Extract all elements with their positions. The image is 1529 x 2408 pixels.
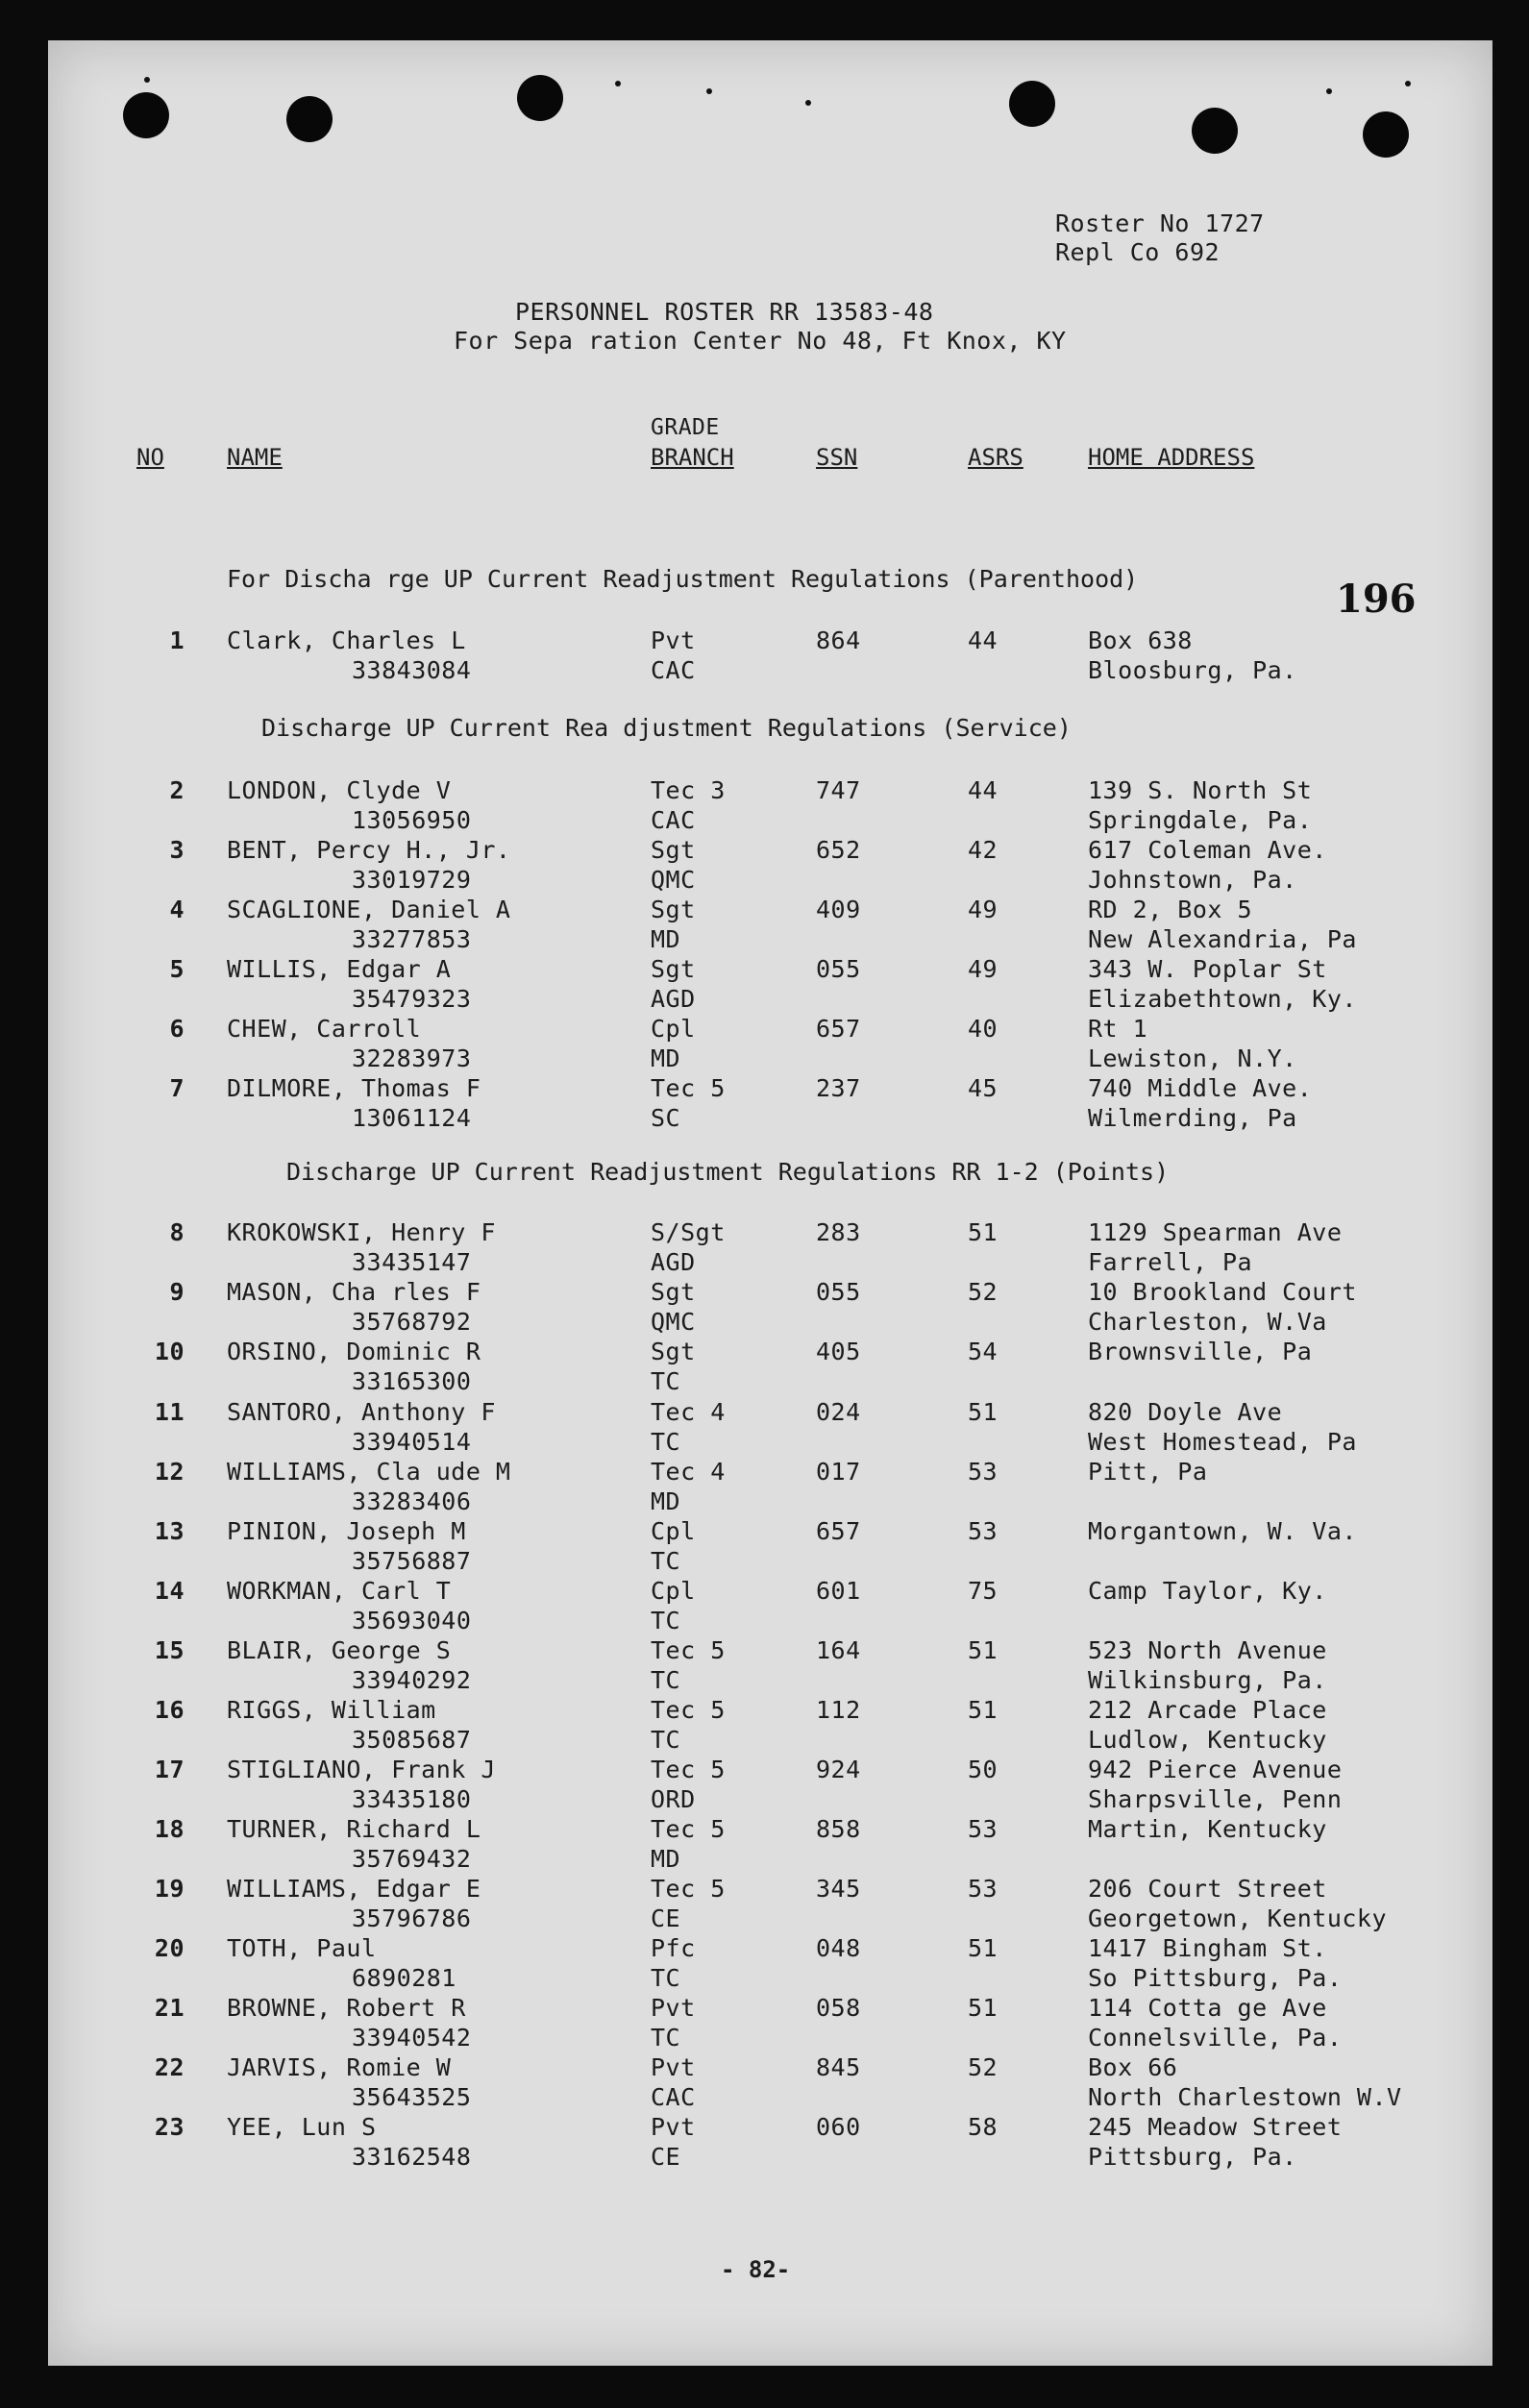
entry-serial-number: 35479323: [352, 985, 472, 1013]
column-header-grade: GRADE: [651, 415, 720, 440]
entry-name: KROKOWSKI, Henry F: [227, 1218, 496, 1246]
entry-number: 2: [169, 776, 185, 804]
entry-address-line1: 1417 Bingham St.: [1088, 1934, 1327, 1962]
roster-entry: [0, 1278, 1529, 1338]
entry-address-line2: Springdale, Pa.: [1088, 806, 1313, 834]
entry-asrs: 44: [968, 776, 999, 804]
entry-name: DILMORE, Thomas F: [227, 1074, 481, 1102]
entry-branch: MD: [651, 925, 681, 953]
entry-name: JARVIS, Romie W: [227, 2053, 452, 2081]
entry-ssn: 657: [816, 1517, 861, 1545]
page-title: PERSONNEL ROSTER RR 13583-48: [515, 298, 934, 326]
roster-entry: [0, 836, 1529, 896]
roster-entry: [0, 776, 1529, 836]
section-heading: For Discha rge UP Current Readjustment Regulations (Parenthood): [227, 565, 1139, 593]
entry-ssn: 747: [816, 776, 861, 804]
roster-entry: [0, 1398, 1529, 1458]
entry-ssn: 112: [816, 1696, 861, 1724]
entry-address-line2: Bloosburg, Pa.: [1088, 656, 1297, 684]
entry-address-line2: West Homestead, Pa: [1088, 1428, 1357, 1456]
roster-number: Roster No 1727: [1055, 209, 1265, 237]
roster-entry: [0, 1815, 1529, 1875]
roster-entry: [0, 627, 1529, 686]
roster-entry: [0, 1577, 1529, 1636]
entry-address-line1: 820 Doyle Ave: [1088, 1398, 1283, 1426]
entry-address-line1: 1129 Spearman Ave: [1088, 1218, 1343, 1246]
entry-number: 18: [154, 1815, 185, 1843]
entry-grade: Tec 3: [651, 776, 726, 804]
entry-ssn: 601: [816, 1577, 861, 1605]
ink-speck: [805, 100, 811, 106]
entry-number: 20: [154, 1934, 185, 1962]
roster-entry: [0, 1074, 1529, 1134]
entry-name: WORKMAN, Carl T: [227, 1577, 452, 1605]
entry-asrs: 58: [968, 2113, 999, 2141]
entry-asrs: 54: [968, 1338, 999, 1365]
entry-number: 12: [154, 1458, 185, 1486]
ink-speck: [615, 81, 621, 86]
entry-grade: Sgt: [651, 1278, 696, 1306]
entry-asrs: 53: [968, 1458, 999, 1486]
column-header-name: NAME: [227, 444, 283, 471]
roster-entry: [0, 1756, 1529, 1815]
entry-asrs: 40: [968, 1015, 999, 1043]
entry-name: PINION, Joseph M: [227, 1517, 466, 1545]
ink-speck: [1326, 88, 1332, 94]
entry-serial-number: 13056950: [352, 806, 472, 834]
entry-address-line1: 245 Meadow Street: [1088, 2113, 1343, 2141]
roster-entry: [0, 1517, 1529, 1577]
entry-ssn: 924: [816, 1756, 861, 1783]
entry-name: BLAIR, George S: [227, 1636, 452, 1664]
entry-grade: Sgt: [651, 896, 696, 923]
entry-asrs: 51: [968, 1994, 999, 2022]
entry-ssn: 055: [816, 1278, 861, 1306]
entry-number: 9: [169, 1278, 185, 1306]
entry-asrs: 53: [968, 1815, 999, 1843]
entry-grade: Cpl: [651, 1015, 696, 1043]
entry-number: 4: [169, 896, 185, 923]
entry-address-line1: RD 2, Box 5: [1088, 896, 1253, 923]
entry-branch: TC: [651, 2024, 681, 2052]
roster-entry: [0, 1218, 1529, 1278]
entry-grade: Tec 5: [651, 1636, 726, 1664]
entry-number: 11: [154, 1398, 185, 1426]
entry-name: LONDON, Clyde V: [227, 776, 452, 804]
entry-number: 8: [169, 1218, 185, 1246]
replacement-company: Repl Co 692: [1055, 238, 1221, 266]
entry-number: 5: [169, 955, 185, 983]
entry-number: 19: [154, 1875, 185, 1903]
entry-number: 6: [169, 1015, 185, 1043]
entry-branch: QMC: [651, 1308, 696, 1336]
column-header-no: NO: [136, 444, 164, 471]
entry-serial-number: 35693040: [352, 1607, 472, 1634]
entry-address-line2: Charleston, W.Va: [1088, 1308, 1327, 1336]
entry-serial-number: 32283973: [352, 1044, 472, 1072]
entry-serial-number: 33165300: [352, 1367, 472, 1395]
entry-name: SCAGLIONE, Daniel A: [227, 896, 511, 923]
section-heading: Discharge UP Current Rea djustment Regulations (Service): [261, 714, 1072, 742]
entry-ssn: 024: [816, 1398, 861, 1426]
page-subtitle: For Sepa ration Center No 48, Ft Knox, KY: [454, 327, 1067, 355]
entry-ssn: 657: [816, 1015, 861, 1043]
entry-grade: Sgt: [651, 836, 696, 864]
entry-name: BENT, Percy H., Jr.: [227, 836, 511, 864]
entry-branch: MD: [651, 1845, 681, 1873]
column-header-asrs: ASRS: [968, 444, 1023, 471]
ink-speck: [1405, 81, 1411, 86]
entry-branch: ORD: [651, 1785, 696, 1813]
entry-branch: TC: [651, 1607, 681, 1634]
entry-asrs: 42: [968, 836, 999, 864]
entry-number: 1: [169, 627, 185, 654]
entry-grade: Pvt: [651, 1994, 696, 2022]
entry-branch: CAC: [651, 806, 696, 834]
entry-number: 10: [154, 1338, 185, 1365]
entry-address-line1: 139 S. North St: [1088, 776, 1313, 804]
entry-branch: MD: [651, 1044, 681, 1072]
entry-number: 23: [154, 2113, 185, 2141]
roster-entry: [0, 1458, 1529, 1517]
entry-grade: Pvt: [651, 2113, 696, 2141]
entry-address-line2: Johnstown, Pa.: [1088, 866, 1297, 894]
entry-ssn: 060: [816, 2113, 861, 2141]
entry-asrs: 49: [968, 896, 999, 923]
entry-name: RIGGS, William: [227, 1696, 436, 1724]
entry-serial-number: 33940514: [352, 1428, 472, 1456]
entry-branch: CE: [651, 1904, 681, 1932]
entry-address-line2: Pittsburg, Pa.: [1088, 2143, 1297, 2171]
entry-serial-number: 35796786: [352, 1904, 472, 1932]
roster-entry: [0, 2053, 1529, 2113]
entry-branch: MD: [651, 1487, 681, 1515]
entry-branch: CE: [651, 2143, 681, 2171]
entry-branch: AGD: [651, 1248, 696, 1276]
entry-branch: AGD: [651, 985, 696, 1013]
entry-name: YEE, Lun S: [227, 2113, 377, 2141]
entry-branch: TC: [651, 1726, 681, 1754]
entry-number: 13: [154, 1517, 185, 1545]
entry-number: 7: [169, 1074, 185, 1102]
entry-address-line1: Brownsville, Pa: [1088, 1338, 1313, 1365]
entry-asrs: 52: [968, 2053, 999, 2081]
entry-grade: Pfc: [651, 1934, 696, 1962]
entry-branch: TC: [651, 1547, 681, 1575]
entry-name: ORSINO, Dominic R: [227, 1338, 481, 1365]
entry-address-line1: 212 Arcade Place: [1088, 1696, 1327, 1724]
entry-address-line2: Lewiston, N.Y.: [1088, 1044, 1297, 1072]
entry-grade: Pvt: [651, 2053, 696, 2081]
punch-hole-icon: [1363, 111, 1409, 158]
entry-serial-number: 33162548: [352, 2143, 472, 2171]
ink-speck: [706, 88, 712, 94]
entry-asrs: 45: [968, 1074, 999, 1102]
entry-address-line2: So Pittsburg, Pa.: [1088, 1964, 1343, 1992]
page-number: - 82-: [721, 2256, 791, 2283]
roster-entry: [0, 1015, 1529, 1074]
entry-serial-number: 6890281: [352, 1964, 456, 1992]
entry-address-line1: 942 Pierce Avenue: [1088, 1756, 1343, 1783]
entry-name: MASON, Cha rles F: [227, 1278, 481, 1306]
punch-hole-icon: [286, 96, 333, 142]
entry-address-line1: Camp Taylor, Ky.: [1088, 1577, 1327, 1605]
entry-asrs: 49: [968, 955, 999, 983]
roster-entry: [0, 1875, 1529, 1934]
entry-ssn: 405: [816, 1338, 861, 1365]
roster-entry: [0, 1636, 1529, 1696]
entry-ssn: 055: [816, 955, 861, 983]
entry-grade: Tec 4: [651, 1458, 726, 1486]
entry-ssn: 864: [816, 627, 861, 654]
entry-address-line1: Morgantown, W. Va.: [1088, 1517, 1357, 1545]
entry-number: 21: [154, 1994, 185, 2022]
entry-asrs: 51: [968, 1398, 999, 1426]
entry-serial-number: 33277853: [352, 925, 472, 953]
entry-address-line1: 617 Coleman Ave.: [1088, 836, 1327, 864]
entry-ssn: 858: [816, 1815, 861, 1843]
entry-grade: Tec 5: [651, 1696, 726, 1724]
entry-address-line2: New Alexandria, Pa: [1088, 925, 1357, 953]
entry-grade: S/Sgt: [651, 1218, 726, 1246]
roster-entry: [0, 896, 1529, 955]
entry-serial-number: 33843084: [352, 656, 472, 684]
entry-name: CHEW, Carroll: [227, 1015, 422, 1043]
entry-branch: QMC: [651, 866, 696, 894]
entry-name: SANTORO, Anthony F: [227, 1398, 496, 1426]
entry-ssn: 652: [816, 836, 861, 864]
column-header-ssn: SSN: [816, 444, 858, 471]
entry-number: 14: [154, 1577, 185, 1605]
entry-address-line2: Farrell, Pa: [1088, 1248, 1253, 1276]
entry-serial-number: 13061124: [352, 1104, 472, 1132]
entry-serial-number: 33283406: [352, 1487, 472, 1515]
entry-number: 17: [154, 1756, 185, 1783]
entry-ssn: 164: [816, 1636, 861, 1664]
entry-address-line1: 740 Middle Ave.: [1088, 1074, 1313, 1102]
entry-serial-number: 33019729: [352, 866, 472, 894]
entry-number: 16: [154, 1696, 185, 1724]
entry-serial-number: 33940542: [352, 2024, 472, 2052]
entry-ssn: 283: [816, 1218, 861, 1246]
roster-entry: [0, 1338, 1529, 1397]
entry-address-line1: 523 North Avenue: [1088, 1636, 1327, 1664]
entry-address-line2: Elizabethtown, Ky.: [1088, 985, 1357, 1013]
entry-address-line1: 206 Court Street: [1088, 1875, 1327, 1903]
entry-grade: Tec 4: [651, 1398, 726, 1426]
punch-hole-icon: [517, 75, 563, 121]
punch-hole-icon: [1192, 108, 1238, 154]
punch-hole-icon: [123, 92, 169, 138]
roster-entry: [0, 1994, 1529, 2053]
entry-asrs: 44: [968, 627, 999, 654]
entry-name: WILLIS, Edgar A: [227, 955, 452, 983]
entry-asrs: 51: [968, 1636, 999, 1664]
entry-ssn: 345: [816, 1875, 861, 1903]
entry-address-line1: Box 66: [1088, 2053, 1178, 2081]
roster-entry: [0, 955, 1529, 1015]
section-heading: Discharge UP Current Readjustment Regulations RR 1-2 (Points): [286, 1158, 1170, 1186]
entry-serial-number: 35756887: [352, 1547, 472, 1575]
entry-serial-number: 35769432: [352, 1845, 472, 1873]
entry-address-line1: Martin, Kentucky: [1088, 1815, 1327, 1843]
entry-asrs: 51: [968, 1218, 999, 1246]
entry-asrs: 50: [968, 1756, 999, 1783]
roster-entry: [0, 1934, 1529, 1994]
entry-address-line1: 10 Brookland Court: [1088, 1278, 1357, 1306]
entry-number: 3: [169, 836, 185, 864]
entry-address-line2: Wilkinsburg, Pa.: [1088, 1666, 1327, 1694]
entry-address-line1: Rt 1: [1088, 1015, 1148, 1043]
entry-address-line1: Box 638: [1088, 627, 1193, 654]
page-stamp-number: 196: [1336, 577, 1417, 622]
roster-entry: [0, 1696, 1529, 1756]
entry-grade: Sgt: [651, 1338, 696, 1365]
entry-address-line2: Connelsville, Pa.: [1088, 2024, 1343, 2052]
entry-grade: Tec 5: [651, 1756, 726, 1783]
roster-entry: [0, 2113, 1529, 2173]
entry-grade: Sgt: [651, 955, 696, 983]
entry-serial-number: 35085687: [352, 1726, 472, 1754]
entry-grade: Tec 5: [651, 1074, 726, 1102]
entry-address-line2: Ludlow, Kentucky: [1088, 1726, 1327, 1754]
entry-asrs: 53: [968, 1875, 999, 1903]
entry-name: BROWNE, Robert R: [227, 1994, 466, 2022]
entry-number: 22: [154, 2053, 185, 2081]
entry-branch: CAC: [651, 656, 696, 684]
entry-branch: CAC: [651, 2083, 696, 2111]
entry-name: WILLIAMS, Cla ude M: [227, 1458, 511, 1486]
entry-name: STIGLIANO, Frank J: [227, 1756, 496, 1783]
entry-branch: TC: [651, 1666, 681, 1694]
entry-name: WILLIAMS, Edgar E: [227, 1875, 481, 1903]
entry-number: 15: [154, 1636, 185, 1664]
entry-address-line2: Georgetown, Kentucky: [1088, 1904, 1388, 1932]
entry-ssn: 845: [816, 2053, 861, 2081]
entry-grade: Tec 5: [651, 1875, 726, 1903]
entry-branch: TC: [651, 1428, 681, 1456]
entry-serial-number: 33435147: [352, 1248, 472, 1276]
entry-address-line2: Sharpsville, Penn: [1088, 1785, 1343, 1813]
entry-address-line2: North Charlestown W.V: [1088, 2083, 1402, 2111]
entry-branch: SC: [651, 1104, 681, 1132]
column-header-home-address: HOME ADDRESS: [1088, 444, 1255, 471]
entry-address-line1: Pitt, Pa: [1088, 1458, 1208, 1486]
entry-branch: TC: [651, 1367, 681, 1395]
ink-speck: [144, 77, 150, 83]
entry-name: Clark, Charles L: [227, 627, 466, 654]
entry-asrs: 75: [968, 1577, 999, 1605]
entry-asrs: 51: [968, 1696, 999, 1724]
entry-serial-number: 33940292: [352, 1666, 472, 1694]
entry-ssn: 237: [816, 1074, 861, 1102]
entry-address-line1: 343 W. Poplar St: [1088, 955, 1327, 983]
entry-serial-number: 35768792: [352, 1308, 472, 1336]
entry-grade: Pvt: [651, 627, 696, 654]
entry-ssn: 048: [816, 1934, 861, 1962]
entry-address-line1: 114 Cotta ge Ave: [1088, 1994, 1327, 2022]
entry-grade: Cpl: [651, 1517, 696, 1545]
column-header-branch: BRANCH: [651, 444, 734, 471]
entry-name: TURNER, Richard L: [227, 1815, 481, 1843]
entry-ssn: 017: [816, 1458, 861, 1486]
entry-serial-number: 33435180: [352, 1785, 472, 1813]
entry-name: TOTH, Paul: [227, 1934, 377, 1962]
entry-grade: Cpl: [651, 1577, 696, 1605]
entry-serial-number: 35643525: [352, 2083, 472, 2111]
entry-ssn: 058: [816, 1994, 861, 2022]
entry-asrs: 52: [968, 1278, 999, 1306]
entry-branch: TC: [651, 1964, 681, 1992]
entry-grade: Tec 5: [651, 1815, 726, 1843]
entry-asrs: 51: [968, 1934, 999, 1962]
entry-asrs: 53: [968, 1517, 999, 1545]
punch-hole-icon: [1009, 81, 1055, 127]
entry-ssn: 409: [816, 896, 861, 923]
entry-address-line2: Wilmerding, Pa: [1088, 1104, 1297, 1132]
